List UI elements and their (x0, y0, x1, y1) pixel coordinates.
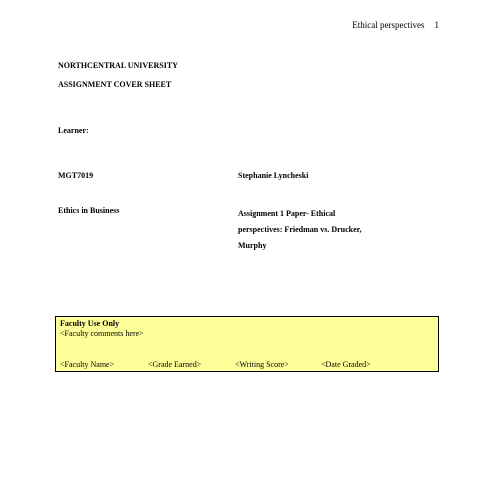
assignment-title-line: Murphy (238, 241, 267, 250)
assignment-title-line: perspectives: Friedman vs. Drucker, (238, 225, 362, 234)
faculty-box-title: Faculty Use Only (60, 319, 120, 328)
writing-score-field[interactable]: <Writing Score> (235, 360, 289, 369)
date-graded-field[interactable]: <Date Graded> (321, 360, 371, 369)
grade-earned-field[interactable]: <Grade Earned> (148, 360, 202, 369)
running-header (352, 20, 439, 30)
faculty-name-field[interactable]: <Faculty Name> (60, 360, 115, 369)
faculty-comments-field[interactable]: <Faculty comments here> (60, 329, 144, 338)
assignment-title-line: Assignment 1 Paper- Ethical (238, 209, 336, 218)
page-number: 1 (434, 20, 439, 30)
assignment-title (238, 206, 398, 254)
cover-sheet-title: ASSIGNMENT COVER SHEET (58, 80, 172, 89)
running-head-title: Ethical perspectives (352, 20, 425, 30)
student-name: Stephanie Lyncheski (238, 171, 309, 180)
university-name: NORTHCENTRAL UNIVERSITY (58, 61, 178, 70)
faculty-use-box (55, 316, 439, 372)
course-code: MGT7019 (58, 171, 94, 180)
course-name: Ethics in Business (58, 206, 120, 215)
learner-label: Learner: (58, 126, 89, 135)
